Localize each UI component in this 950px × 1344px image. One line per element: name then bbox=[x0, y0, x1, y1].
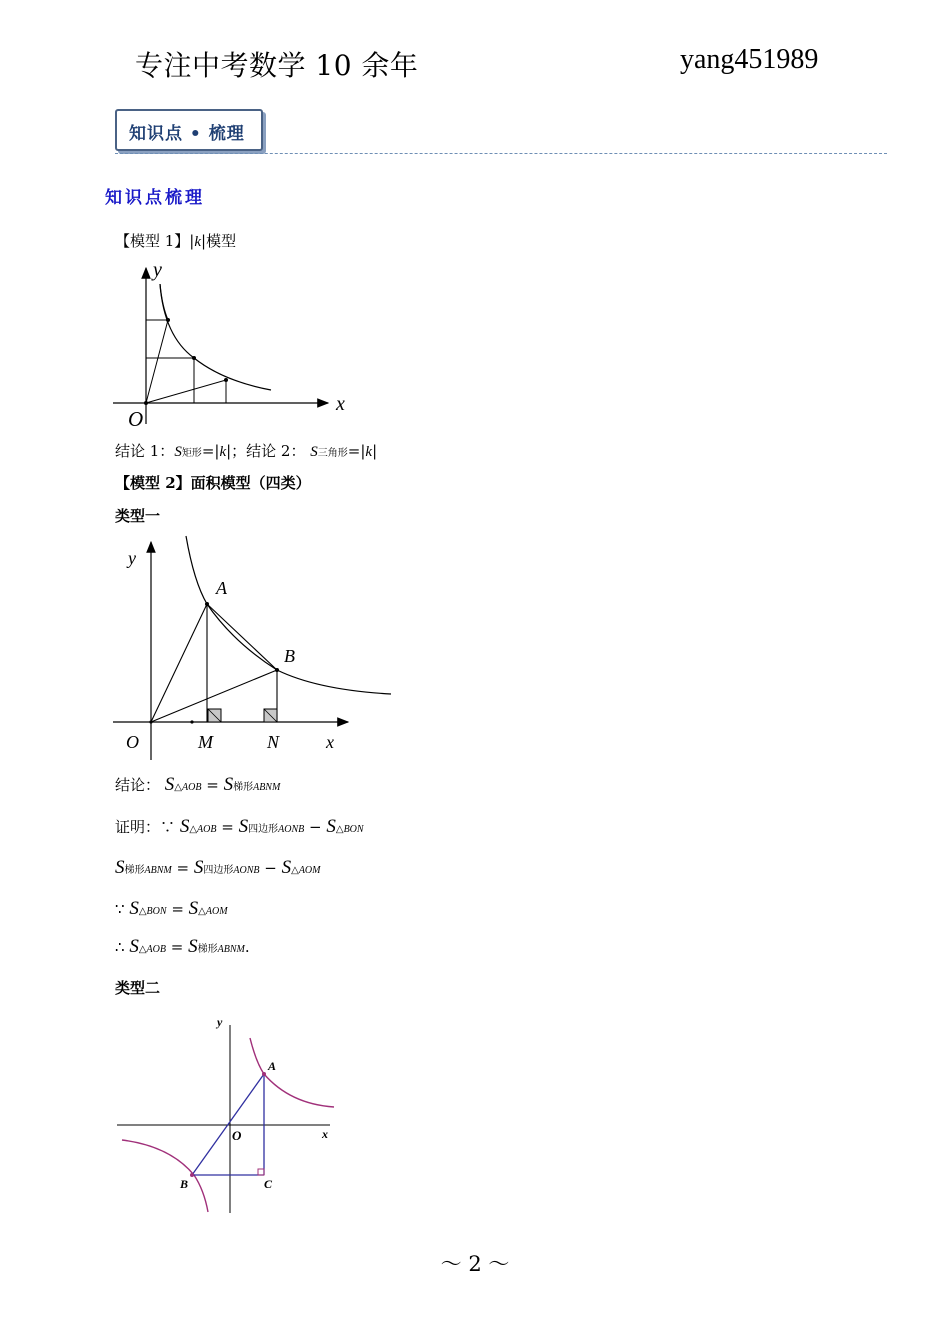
c1-eq: =| bbox=[201, 442, 220, 460]
model1-figure bbox=[108, 256, 358, 434]
sub-aonb: AONB bbox=[233, 865, 260, 876]
type1-proof-line4 bbox=[115, 936, 250, 958]
type2-o-label: O bbox=[232, 1128, 242, 1143]
sym-S: S bbox=[129, 898, 139, 919]
sym-eq: = bbox=[171, 900, 184, 918]
sym-S: S bbox=[129, 936, 139, 957]
sub-tixing: 梯形 bbox=[233, 782, 254, 793]
sym-tri: △ bbox=[138, 944, 147, 955]
sub-abnm: ABNM bbox=[217, 944, 245, 955]
sym-tri: △ bbox=[174, 782, 182, 793]
model1-y-label: y bbox=[153, 259, 162, 281]
sym-S: S bbox=[223, 774, 234, 795]
sub-aom: AOM bbox=[205, 906, 228, 917]
sym-tri: △ bbox=[138, 906, 147, 917]
sub-aonb: AONB bbox=[278, 824, 305, 835]
sub-abnm: ABNM bbox=[144, 865, 172, 876]
sub-bon: BON bbox=[343, 824, 364, 835]
sym-tri: △ bbox=[198, 906, 206, 917]
type2-a-label: A bbox=[268, 1059, 277, 1073]
sub-sibianxing: 四边形 bbox=[248, 824, 279, 835]
sym-therefore: ∴ bbox=[115, 938, 125, 956]
sym-S: S bbox=[188, 936, 198, 957]
type1-hyperbola bbox=[186, 536, 391, 694]
sym-S: S bbox=[281, 857, 292, 878]
sym-eq: = bbox=[176, 859, 190, 877]
model1-title-suffix: |模型 bbox=[201, 232, 237, 250]
type1-y-label: y bbox=[128, 548, 136, 568]
type1-o-label: O bbox=[126, 732, 139, 752]
sym-eq: = bbox=[221, 818, 234, 836]
c2-eq: =| bbox=[347, 442, 366, 460]
section-title: 知识点梳理 bbox=[105, 188, 205, 208]
sub-sibianxing: 四边形 bbox=[203, 865, 234, 876]
type1-proof-line2 bbox=[115, 857, 320, 879]
type1-figure bbox=[108, 532, 398, 764]
sub-aom: AOM bbox=[298, 865, 321, 876]
section-tag-label: 知识点 • 梳理 bbox=[129, 124, 245, 144]
type1-title: 类型一 bbox=[115, 507, 161, 525]
sym-S: S bbox=[188, 898, 199, 919]
model2-title: 【模型 2】面积模型（四类） bbox=[115, 474, 311, 492]
conclusion-label: 结论： bbox=[115, 776, 161, 794]
c1-k: k bbox=[219, 444, 227, 460]
type1-a-label: A bbox=[216, 578, 227, 598]
type1-b-label: B bbox=[284, 646, 295, 666]
c2-S: S bbox=[310, 444, 318, 460]
sub-tixing: 梯形 bbox=[197, 944, 218, 955]
sym-S: S bbox=[193, 857, 204, 878]
type2-b-label: B bbox=[180, 1177, 189, 1191]
dashed-divider bbox=[115, 153, 887, 154]
c2-end: | bbox=[372, 442, 378, 460]
sub-aob: AOB bbox=[182, 782, 202, 793]
proof-label: 证明： bbox=[115, 818, 161, 836]
model1-title bbox=[115, 230, 236, 251]
sub-tixing: 梯形 bbox=[124, 865, 145, 876]
page-number: ～ 2 ～ bbox=[440, 1252, 510, 1276]
sub-abnm: ABNM bbox=[253, 782, 281, 793]
type1-x-label: x bbox=[326, 732, 334, 752]
c1-label: 结论 1： bbox=[115, 442, 175, 460]
model1-hyperbola bbox=[160, 284, 271, 390]
type1-proof-line1 bbox=[115, 816, 364, 838]
type2-x-label: x bbox=[322, 1127, 328, 1141]
sym-S: S bbox=[326, 816, 336, 837]
sym-eq: = bbox=[170, 938, 184, 956]
type1-n-label: N bbox=[267, 732, 280, 752]
type2-hyperbola-q3 bbox=[122, 1140, 208, 1212]
sym-tri: △ bbox=[291, 865, 299, 876]
c2-k: k bbox=[365, 444, 373, 460]
type1-conclusion bbox=[115, 774, 280, 796]
sub-aob: AOB bbox=[197, 824, 217, 835]
model1-x-label: x bbox=[336, 393, 345, 415]
model1-origin-label: O bbox=[128, 407, 144, 431]
sym-S: S bbox=[179, 816, 190, 837]
sym-because: ∵ bbox=[160, 818, 176, 836]
model1-title-k: k bbox=[194, 234, 202, 250]
sym-minus: − bbox=[309, 818, 322, 836]
sym-eq: = bbox=[206, 776, 219, 794]
sub-aob: AOB bbox=[146, 944, 166, 955]
sym-S: S bbox=[164, 774, 175, 795]
type2-title: 类型二 bbox=[115, 979, 161, 997]
header-right-id: yang451989 bbox=[680, 44, 819, 75]
model1-title-prefix: 【模型 1】| bbox=[115, 232, 195, 250]
type1-m-label: M bbox=[198, 732, 213, 752]
c1-end: |；结论 2： bbox=[226, 442, 306, 460]
type2-c-label: C bbox=[264, 1177, 273, 1191]
sym-S: S bbox=[238, 816, 249, 837]
header-left-title: 专注中考数学 10 余年 bbox=[135, 49, 419, 82]
section-tag bbox=[115, 109, 263, 151]
sym-because: ∵ bbox=[115, 900, 125, 918]
type1-proof-line3 bbox=[115, 898, 228, 920]
c1-S: S bbox=[174, 444, 182, 460]
sym-tri: △ bbox=[335, 824, 344, 835]
model1-conclusion bbox=[115, 440, 377, 461]
c1-sub: 矩形 bbox=[181, 448, 202, 459]
sym-minus: − bbox=[264, 859, 277, 877]
type2-hyperbola-q1 bbox=[250, 1038, 334, 1107]
c2-sub: 三角形 bbox=[317, 448, 348, 459]
sym-tri: △ bbox=[189, 824, 198, 835]
sub-bon: BON bbox=[146, 906, 167, 917]
sym-period: . bbox=[244, 938, 250, 956]
type2-y-label: y bbox=[217, 1015, 223, 1029]
type2-figure bbox=[112, 1010, 342, 1215]
sym-S: S bbox=[115, 857, 125, 878]
